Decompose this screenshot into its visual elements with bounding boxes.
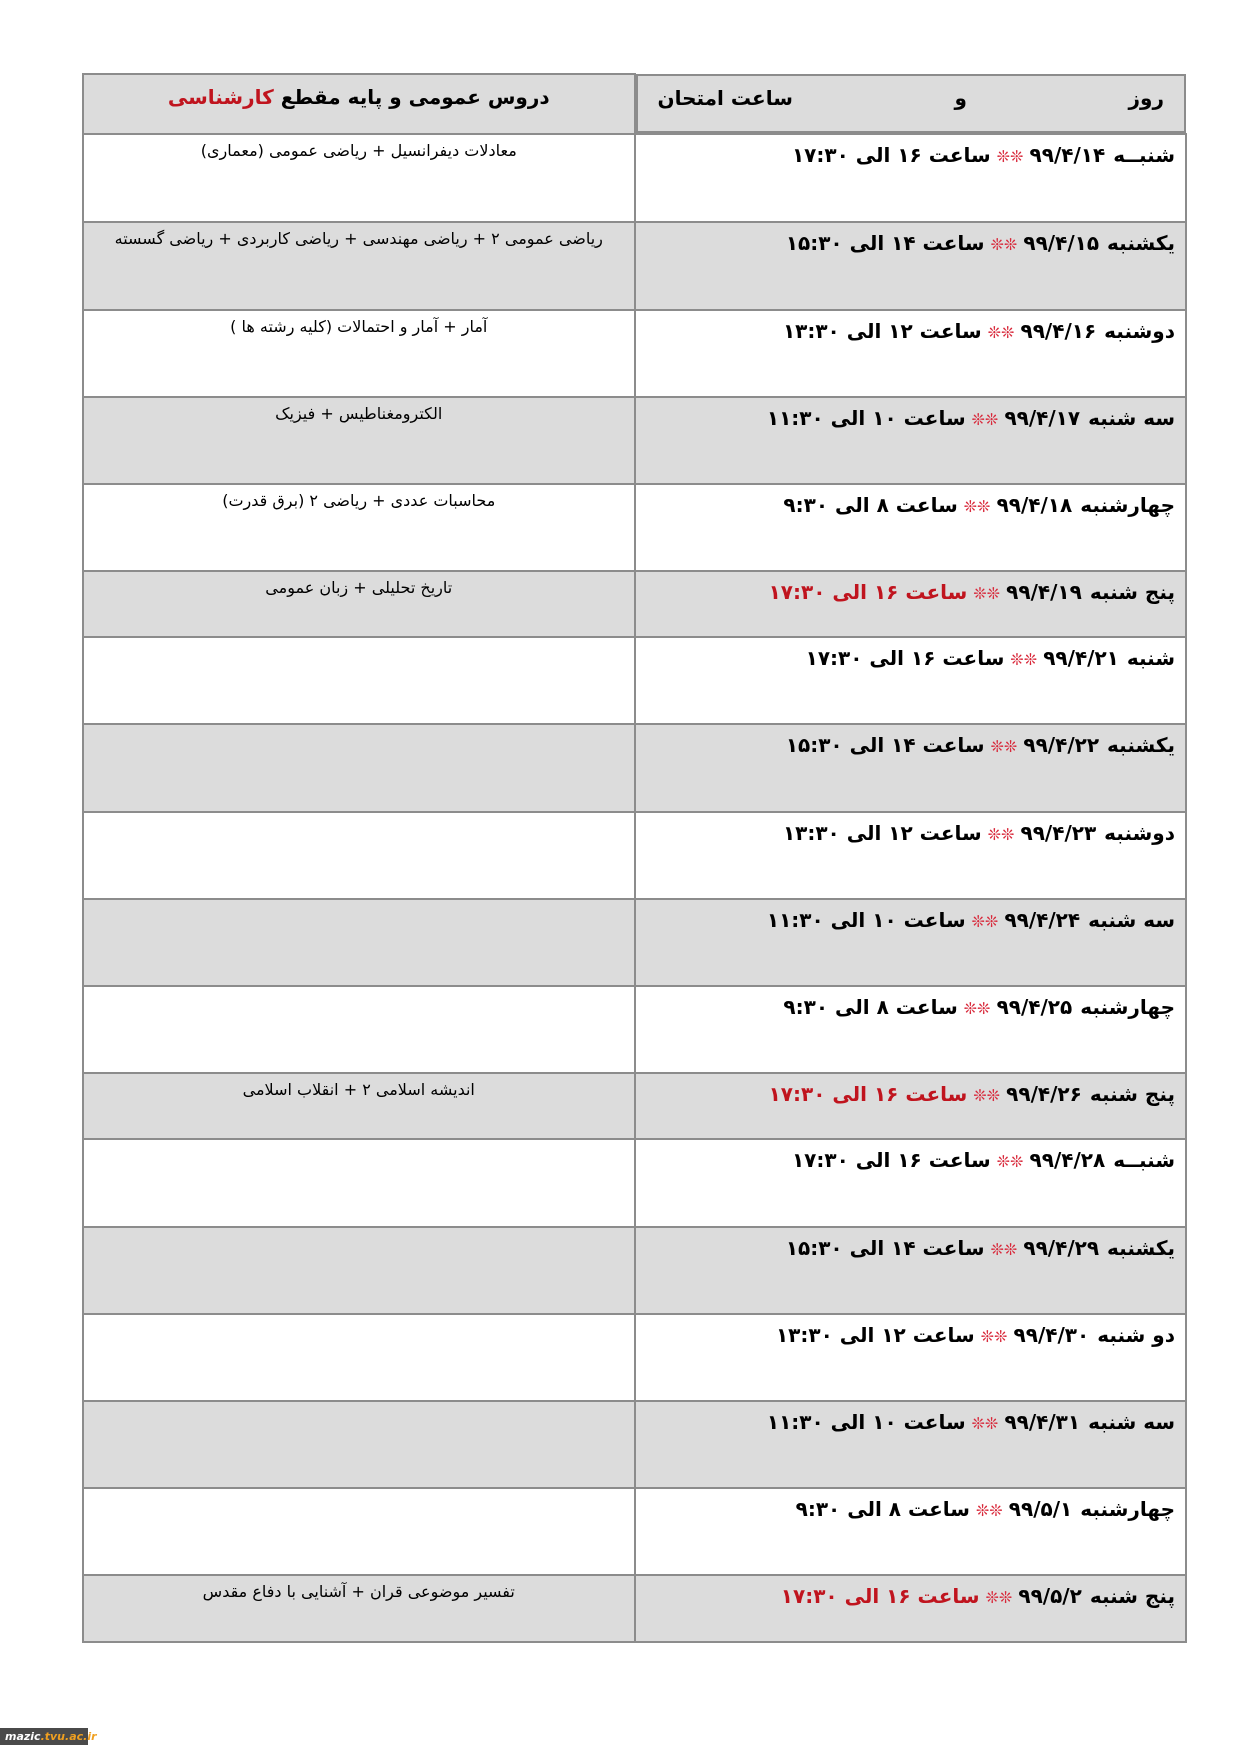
exam-date: ۹۹/۴/۱۹ (1006, 580, 1082, 604)
exam-day-time (635, 899, 1187, 986)
exam-date: ۹۹/۵/۲ (1018, 1584, 1082, 1608)
site-suffix: .tvu.ac.ir (40, 1730, 97, 1743)
exam-day-time (635, 1314, 1187, 1401)
exam-day: پنج شنبه (1089, 1082, 1175, 1106)
exam-courses: تفسیر موضوعی قران + آشنایی با دفاع مقدس (83, 1575, 635, 1642)
exam-day-time (635, 1488, 1187, 1575)
exam-date: ۹۹/۴/۲۹ (1023, 1236, 1100, 1260)
table-row (83, 1227, 1186, 1314)
exam-time: ساعت ۱۶ الی ۱۷:۳۰ (791, 143, 991, 167)
exam-courses: محاسبات عددی + ریاضی ۲ (برق قدرت) (83, 484, 635, 571)
header-level: کارشناسی (167, 85, 274, 109)
exam-date: ۹۹/۴/۱۴ (1029, 143, 1106, 167)
exam-time: ساعت ۱۲ الی ۱۳:۳۰ (782, 821, 982, 845)
star-separator-icon: ❊❊ (971, 1414, 999, 1433)
table-row (83, 134, 1186, 222)
table-header (83, 74, 1186, 134)
exam-day-time (635, 571, 1187, 637)
exam-day: پنج شنبه (1089, 1584, 1175, 1608)
table-row (83, 571, 1186, 637)
exam-time: ساعت ۱۲ الی ۱۳:۳۰ (775, 1323, 975, 1347)
exam-courses: آمار + آمار و احتمالات (کلیه رشته ها ) (83, 310, 635, 397)
exam-time: ساعت ۱۰ الی ۱۱:۳۰ (766, 1410, 966, 1434)
header-day: روز (1128, 86, 1164, 110)
star-separator-icon: ❊❊ (963, 999, 991, 1018)
star-separator-icon: ❊❊ (975, 1501, 1003, 1520)
exam-day: دو شنبه (1097, 1323, 1175, 1347)
exam-date: ۹۹/۴/۲۳ (1020, 821, 1097, 845)
exam-courses (83, 1401, 635, 1488)
exam-time: ساعت ۱۶ الی ۱۷:۳۰ (791, 1148, 991, 1172)
star-separator-icon: ❊❊ (985, 1588, 1013, 1607)
exam-time: ساعت ۱۴ الی ۱۵:۳۰ (785, 231, 985, 255)
exam-day-time (635, 637, 1187, 724)
header-time: ساعت امتحان (657, 86, 793, 110)
exam-courses (83, 1314, 635, 1401)
site-badge (0, 1728, 97, 1745)
header-courses (83, 74, 635, 134)
exam-day: دوشنبه (1104, 821, 1175, 845)
star-separator-icon: ❊❊ (987, 825, 1015, 844)
exam-time: ساعت ۱۶ الی ۱۷:۳۰ (768, 580, 968, 604)
exam-day-time (635, 310, 1187, 397)
exam-date: ۹۹/۴/۲۵ (996, 995, 1073, 1019)
exam-day: یکشنبه (1107, 231, 1175, 255)
exam-day: پنج شنبه (1089, 580, 1175, 604)
table-row (83, 1314, 1186, 1401)
table-row (83, 484, 1186, 571)
header-day-time (636, 74, 1187, 133)
header-courses-label: دروس عمومی و پایه مقطع (280, 85, 550, 109)
table-row (83, 1073, 1186, 1139)
exam-time: ساعت ۱۶ الی ۱۷:۳۰ (780, 1584, 980, 1608)
exam-day-time (635, 724, 1187, 812)
exam-day-time (635, 1139, 1187, 1227)
exam-time: ساعت ۱۶ الی ۱۷:۳۰ (805, 646, 1005, 670)
exam-day: یکشنبه (1107, 733, 1175, 757)
star-separator-icon: ❊❊ (963, 497, 991, 516)
exam-date: ۹۹/۴/۱۶ (1020, 319, 1097, 343)
exam-day-time (635, 1227, 1187, 1314)
exam-day: شنبه (1126, 646, 1175, 670)
exam-courses: الکترومغناطیس + فیزیک (83, 397, 635, 484)
exam-date: ۹۹/۵/۱ (1008, 1497, 1073, 1521)
star-separator-icon: ❊❊ (990, 235, 1018, 254)
exam-time: ساعت ۱۴ الی ۱۵:۳۰ (785, 733, 985, 757)
exam-courses (83, 724, 635, 812)
exam-courses: ریاضی عمومی ۲ + ریاضی مهندسی + ریاضی کاربردی + ریاضی گسسته (83, 222, 635, 310)
star-separator-icon: ❊❊ (973, 584, 1001, 603)
exam-time: ساعت ۸ الی ۹:۳۰ (783, 995, 958, 1019)
exam-time: ساعت ۱۰ الی ۱۱:۳۰ (766, 406, 966, 430)
exam-time: ساعت ۸ الی ۹:۳۰ (783, 493, 958, 517)
exam-courses: اندیشه اسلامی ۲ + انقلاب اسلامی (83, 1073, 635, 1139)
star-separator-icon: ❊❊ (971, 410, 999, 429)
exam-day: چهارشنبه (1080, 995, 1175, 1019)
star-separator-icon: ❊❊ (990, 1240, 1018, 1259)
table-row (83, 1575, 1186, 1642)
exam-day-time (635, 134, 1187, 222)
exam-date: ۹۹/۴/۲۸ (1029, 1148, 1106, 1172)
exam-day: چهارشنبه (1080, 1497, 1175, 1521)
exam-date: ۹۹/۴/۳۰ (1013, 1323, 1090, 1347)
exam-day: یکشنبه (1107, 1236, 1175, 1260)
exam-courses (83, 1227, 635, 1314)
exam-date: ۹۹/۴/۲۲ (1023, 733, 1100, 757)
exam-day-time (635, 986, 1187, 1073)
table-row (83, 397, 1186, 484)
table-row (83, 1139, 1186, 1227)
exam-time: ساعت ۱۲ الی ۱۳:۳۰ (782, 319, 982, 343)
table-row (83, 899, 1186, 986)
exam-courses (83, 1139, 635, 1227)
table-row (83, 986, 1186, 1073)
exam-day-time (635, 222, 1187, 310)
exam-date: ۹۹/۴/۱۸ (996, 493, 1073, 517)
star-separator-icon: ❊❊ (980, 1327, 1008, 1346)
star-separator-icon: ❊❊ (1010, 650, 1038, 669)
exam-courses: تاریخ تحلیلی + زبان عمومی (83, 571, 635, 637)
exam-day: شنبــه (1113, 1148, 1175, 1172)
site-prefix: mazic (5, 1730, 41, 1743)
exam-courses (83, 899, 635, 986)
exam-courses (83, 1488, 635, 1575)
star-separator-icon: ❊❊ (990, 737, 1018, 756)
exam-day-time (635, 397, 1187, 484)
star-separator-icon: ❊❊ (996, 147, 1024, 166)
exam-date: ۹۹/۴/۲۶ (1006, 1082, 1082, 1106)
exam-day: سه شنبه (1088, 1410, 1175, 1434)
exam-day-time (635, 812, 1187, 899)
exam-date: ۹۹/۴/۲۱ (1043, 646, 1119, 670)
exam-date: ۹۹/۴/۱۵ (1023, 231, 1100, 255)
exam-courses (83, 637, 635, 724)
table-row (83, 1488, 1186, 1575)
header-and: و (954, 86, 967, 110)
exam-date: ۹۹/۴/۳۱ (1004, 1410, 1081, 1434)
table-row (83, 222, 1186, 310)
exam-day: دوشنبه (1104, 319, 1175, 343)
exam-time: ساعت ۸ الی ۹:۳۰ (795, 1497, 970, 1521)
star-separator-icon: ❊❊ (973, 1086, 1001, 1105)
exam-courses (83, 812, 635, 899)
exam-day-time (635, 1401, 1187, 1488)
table-row (83, 1401, 1186, 1488)
exam-time: ساعت ۱۰ الی ۱۱:۳۰ (766, 908, 966, 932)
exam-day: چهارشنبه (1080, 493, 1175, 517)
exam-courses: معادلات دیفرانسیل + ریاضی عمومی (معماری) (83, 134, 635, 222)
exam-day: سه شنبه (1088, 908, 1175, 932)
table-row (83, 724, 1186, 812)
exam-date: ۹۹/۴/۲۴ (1004, 908, 1081, 932)
exam-day: سه شنبه (1088, 406, 1175, 430)
table-row (83, 637, 1186, 724)
exam-day-time (635, 484, 1187, 571)
exam-day: شنبــه (1113, 143, 1175, 167)
exam-day-time (635, 1073, 1187, 1139)
star-separator-icon: ❊❊ (996, 1152, 1024, 1171)
table-row (83, 310, 1186, 397)
exam-time: ساعت ۱۶ الی ۱۷:۳۰ (768, 1082, 968, 1106)
exam-schedule-table (82, 73, 1187, 1643)
star-separator-icon: ❊❊ (987, 323, 1015, 342)
table-row (83, 812, 1186, 899)
exam-date: ۹۹/۴/۱۷ (1004, 406, 1081, 430)
star-separator-icon: ❊❊ (971, 912, 999, 931)
exam-courses (83, 986, 635, 1073)
exam-day-time (635, 1575, 1187, 1642)
exam-time: ساعت ۱۴ الی ۱۵:۳۰ (785, 1236, 985, 1260)
